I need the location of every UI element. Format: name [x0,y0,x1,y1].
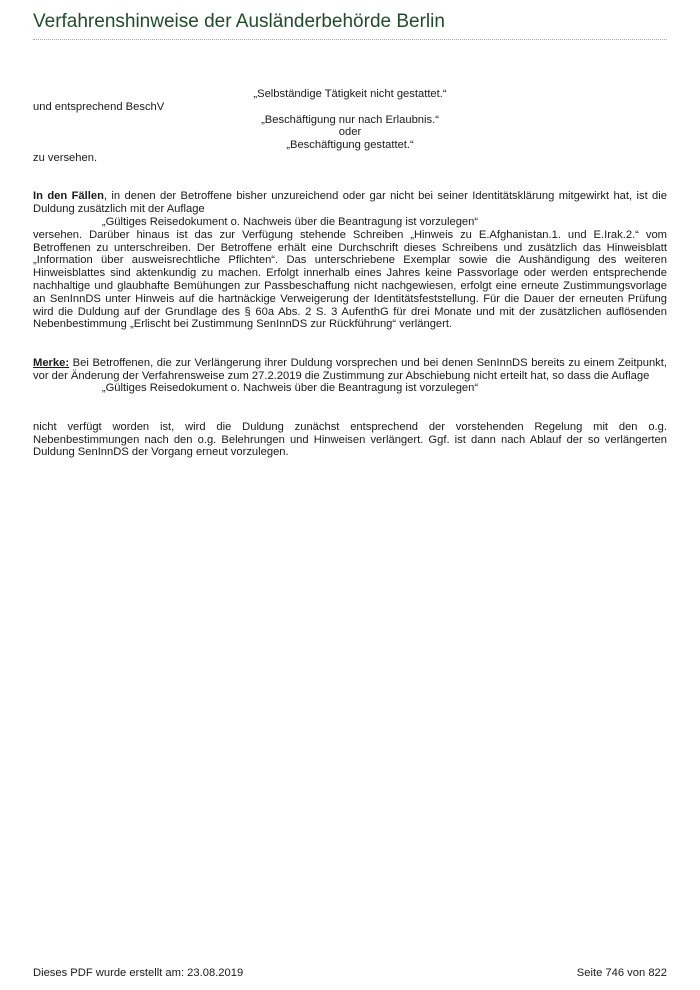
footer-page-number: Seite 746 von 822 [576,967,667,979]
quote-travel-document-2: „Gültiges Reisedokument o. Nachweis über die Beantragung ist vorzulegen“ [101,382,479,395]
text-line-versehen: zu versehen. [33,151,98,164]
document-body [33,88,667,459]
paragraph-merke-text: Bei Betroffenen, die zur Verlängerung ihrer Duldung vorsprechen und bei denen SenInnDS bereits zu einem Zeitpunkt, vor der Änderung der Verfahrensweise zum 27.2.2019 die Zustimmung zur Abschiebung nicht erteilt hat, so dass die Auflage [33,356,667,382]
paragraph-merke [33,357,667,383]
paragraph-identity [33,190,667,216]
merke-label: Merke: [33,356,70,369]
quote-self-employment: „Selbständige Tätigkeit nicht gestattet.“ [253,88,447,100]
paragraph-extension: nicht verfügt worden ist, wird die Duldung zunächst entsprechend der vorstehenden Regelung mit den o.g. Nebenbestimmungen nach den o.g. Belehrungen und Hinweisen verlängert. Ggf. ist dann nach Ablauf der so verlängerten Duldung SenInnDS der Vorgang erneut vorzulegen. [33,420,667,459]
paragraph-identity-text: , in denen der Betroffene bisher unzureichend oder gar nicht bei seiner Identitätsklärung mitgewirkt hat, ist die Duldung zusätzlich mit der Auflage [33,190,667,216]
footer-created-date: Dieses PDF wurde erstellt am: 23.08.2019 [33,967,244,979]
quote-employment-allowed: „Beschäftigung gestattet.“ [286,139,414,152]
text-line-beschv: und entsprechend BeschV [33,100,165,113]
quote-employment-permit: „Beschäftigung nur nach Erlaubnis.“ [261,113,439,126]
page-footer [33,966,667,980]
page-header [33,10,667,40]
text-oder: oder [338,126,362,139]
paragraph-procedure: versehen. Darüber hinaus ist das zur Verfügung stehende Schreiben „Hinweis zu E.Afghanistan.1. und E.Irak.2.“ vom Betroffenen zu unterschreiben. Der Betroffene erhält eine Durchschrift dieses Schreibens und zusätzlich das Hinweisblatt „Information über ausweisrechtliche Pflichten“. Das unterschriebene Exemplar sowie die Aushändigung des weiteren Hinweisblattes sind aktenkundig zu machen. Erfolgt innerhalb eines Jahres keine Passvorlage oder werden entsprechende nachhaltige und glaubhafte Bemühungen zur Passbeschaffung nicht nachgewiesen, erfolgt eine erneute Zustimmungsvorlage an SenInnDS unter Hinweis auf die hartnäckige Verweigerung der Identitätsfeststellung. Für die Dauer der erneuten Prüfung wird die Duldung auf der Grundlage des § 60a Abs. 2 S. 3 AufenthG für drei Monate und mit der zusätzlichen auflösenden Nebenbestimmung „Erlischt bei Zustimmung SenInnDS zur Rückführung“ verlängert. [33,228,667,331]
document-title: Verfahrenshinweise der Ausländerbehörde Berlin [33,11,445,32]
paragraph-identity-lead: In den Fällen [33,190,104,203]
quote-travel-document: „Gültiges Reisedokument o. Nachweis über die Beantragung ist vorzulegen“ [101,215,479,228]
